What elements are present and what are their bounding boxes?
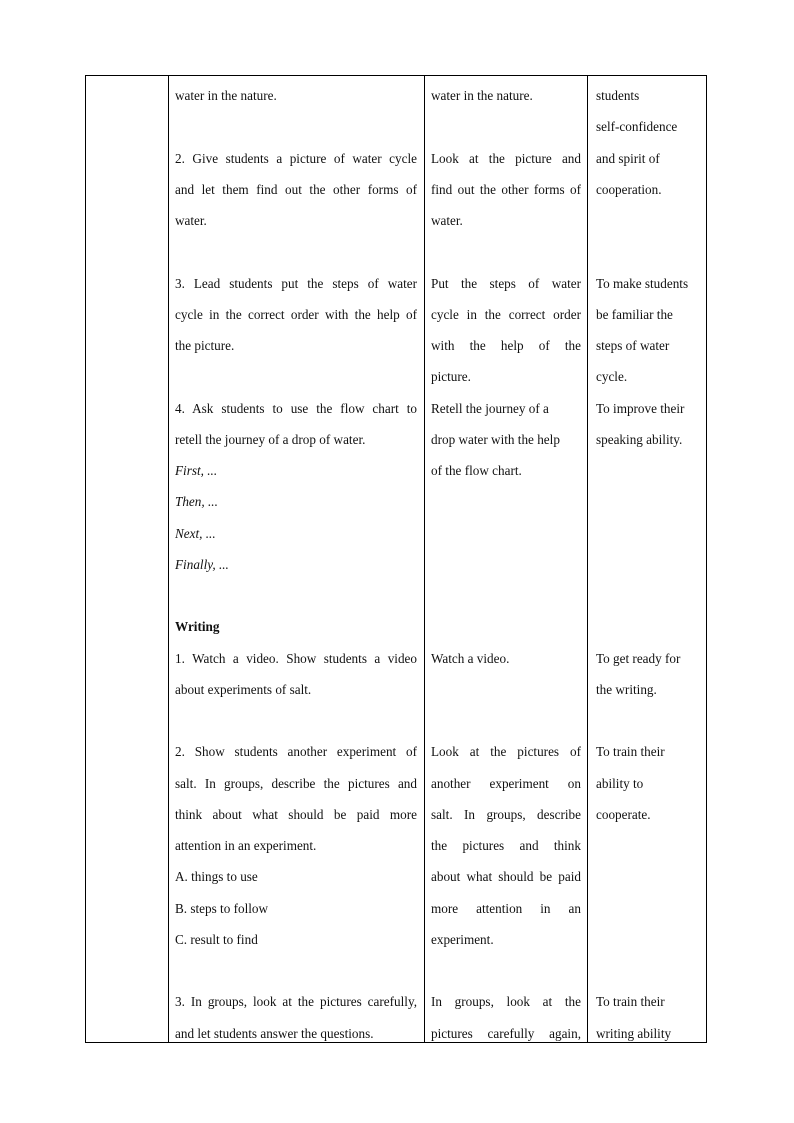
- text-line: [596, 486, 704, 517]
- text-line: [431, 674, 581, 705]
- text-line: students: [596, 88, 640, 103]
- text-line: the pictures and think: [431, 838, 581, 853]
- text-line: [596, 549, 704, 580]
- text-line: be familiar the: [596, 306, 673, 322]
- text-line: [175, 955, 417, 986]
- text-line: [175, 580, 417, 611]
- column-divider: [587, 76, 588, 1042]
- text-line: Put the steps of water: [431, 275, 581, 291]
- text-line: C. result to find: [175, 931, 258, 947]
- text-line: [431, 955, 581, 986]
- text-line: 2. Show students another experiment of: [175, 744, 417, 760]
- text-line: find out the other forms of: [431, 181, 581, 197]
- text-line: salt. In groups, describe: [431, 806, 581, 822]
- text-line: think about what should be paid more: [175, 806, 417, 822]
- text-line: experiment.: [431, 931, 494, 947]
- text-line: drop water with the help: [431, 431, 560, 447]
- text-line: To get ready for: [596, 650, 681, 666]
- text-line: [596, 205, 704, 236]
- text-line: cycle.: [596, 369, 628, 385]
- column-divider: [424, 76, 425, 1042]
- text-line: Finally, ...: [175, 556, 229, 572]
- text-line: another experiment on: [431, 775, 581, 791]
- text-line: cooperation.: [596, 181, 662, 197]
- text-line: To improve their: [596, 400, 685, 416]
- text-line: salt. In groups, describe the pictures and: [175, 775, 417, 791]
- text-line: First, ...: [175, 463, 218, 478]
- text-line: [431, 518, 581, 549]
- text-line: 4. Ask students to use the flow chart to: [175, 400, 417, 416]
- text-line: [596, 518, 704, 549]
- text-line: pictures carefully again,: [431, 1025, 581, 1041]
- text-line: with the help of the: [431, 338, 581, 353]
- text-line: of the flow chart.: [431, 463, 522, 478]
- text-line: the writing.: [596, 681, 657, 697]
- text-line: [596, 830, 704, 861]
- text-line: [431, 611, 581, 642]
- text-line: cycle in the correct order: [431, 306, 581, 322]
- stage-column: [86, 76, 168, 1042]
- text-line: Look at the picture and: [431, 150, 581, 166]
- text-line: self-confidence: [596, 119, 678, 135]
- text-line: [175, 705, 417, 736]
- text-line: cooperate.: [596, 806, 651, 822]
- text-line: water in the nature.: [175, 88, 277, 103]
- text-line: Then, ...: [175, 494, 218, 510]
- text-line: speaking ability.: [596, 431, 683, 447]
- text-line: ability to: [596, 775, 644, 791]
- text-line: water in the nature.: [431, 88, 533, 103]
- text-line: retell the journey of a drop of water.: [175, 431, 366, 447]
- student-activities-column: [431, 76, 581, 1042]
- text-line: [175, 111, 417, 142]
- text-line: To make students: [596, 275, 689, 291]
- lesson-plan-table: [85, 75, 707, 1043]
- text-line: 1. Watch a video. Show students a video: [175, 650, 417, 666]
- text-line: and spirit of: [596, 150, 660, 166]
- text-line: 3. In groups, look at the pictures carefully,: [175, 994, 417, 1010]
- text-line: about what should be paid: [431, 869, 581, 885]
- text-line: A. things to use: [175, 869, 258, 885]
- text-line: 2. Give students a picture of water cycle: [175, 150, 417, 166]
- text-line: 3. Lead students put the steps of water: [175, 275, 417, 291]
- text-line: [596, 705, 704, 736]
- text-line: [596, 893, 704, 924]
- text-line: cycle in the correct order with the help of: [175, 306, 417, 322]
- text-line: To train their: [596, 994, 665, 1010]
- text-line: [596, 955, 704, 986]
- text-line: [431, 549, 581, 580]
- text-line: [596, 455, 704, 486]
- text-line: [431, 486, 581, 517]
- text-line: [596, 580, 704, 611]
- text-line: and let students answer the questions.: [175, 1025, 374, 1041]
- text-line: water.: [175, 213, 207, 228]
- text-line: [431, 705, 581, 736]
- text-line: B. steps to follow: [175, 900, 269, 916]
- text-line: water.: [431, 213, 463, 228]
- text-line: Retell the journey of a: [431, 400, 549, 416]
- text-line: [175, 236, 417, 267]
- text-line: Look at the pictures of: [431, 744, 581, 760]
- text-line: Watch a video.: [431, 650, 510, 666]
- text-line: [431, 111, 581, 142]
- text-line: more attention in an: [431, 900, 581, 916]
- text-line: the picture.: [175, 338, 235, 353]
- teacher-activities-column: [175, 76, 417, 1042]
- text-line: and let them find out the other forms of: [175, 181, 417, 197]
- text-line: about experiments of salt.: [175, 681, 312, 697]
- text-line: Next, ...: [175, 525, 216, 541]
- purpose-column: [596, 76, 704, 1042]
- text-line: writing ability: [596, 1025, 672, 1041]
- text-line: attention in an experiment.: [175, 838, 317, 853]
- text-line: [596, 861, 704, 892]
- section-heading: Writing: [175, 619, 220, 635]
- text-line: steps of water: [596, 338, 670, 353]
- text-line: [596, 236, 704, 267]
- text-line: picture.: [431, 369, 471, 385]
- text-line: To train their: [596, 744, 665, 760]
- text-line: In groups, look at the: [431, 994, 581, 1010]
- text-line: [431, 580, 581, 611]
- text-line: [175, 361, 417, 392]
- text-line: [596, 611, 704, 642]
- text-line: [431, 236, 581, 267]
- column-divider: [168, 76, 169, 1042]
- text-line: [596, 924, 704, 955]
